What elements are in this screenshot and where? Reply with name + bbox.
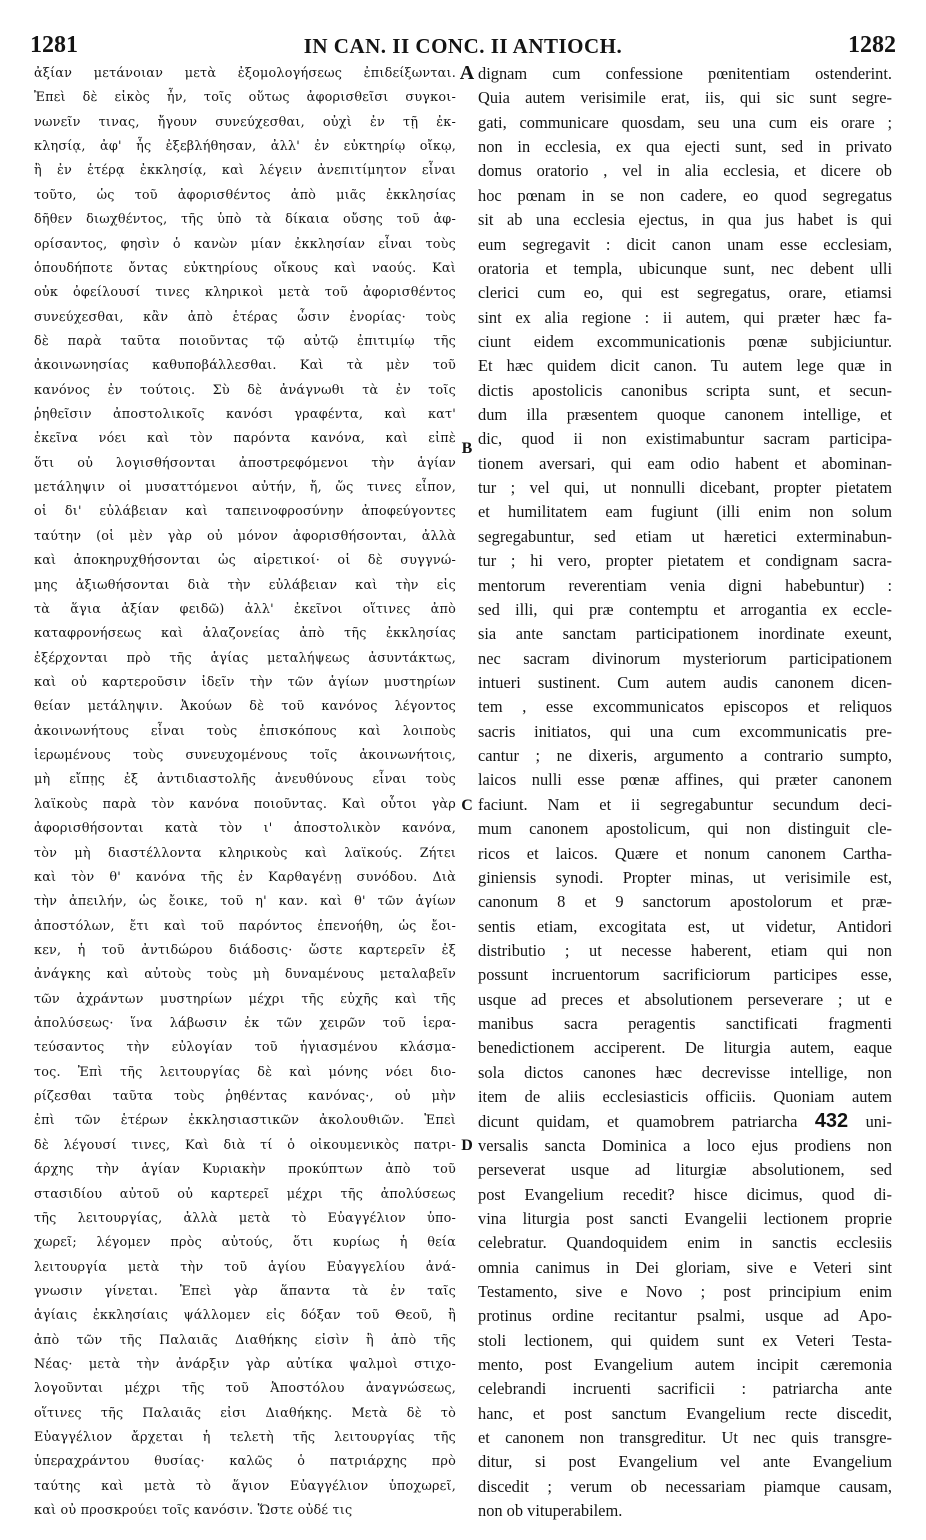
greek-text-line: καὶ οὐ προσκρούει τοῖς κανόσιν. Ὥστε οὐδέ τις bbox=[34, 1503, 353, 1519]
greek-text-line: ἀφορισθήσονται κατὰ τὸν ι' ἀποστολικὸν κανόνα, bbox=[34, 821, 456, 837]
greek-text-line: ταύτης καὶ μετὰ τὸ ἅγιον Εὐαγγέλιον ὑποχωρεῖ, bbox=[34, 1478, 456, 1494]
latin-text-line: ciunt eidem excommunicationis pœnæ subjiciuntur. bbox=[478, 331, 892, 351]
latin-text-line: tur ; hi vero, propter pietatem et condignam sacra- bbox=[478, 551, 892, 571]
greek-text-line: οὐκ ὀφείλουσί τινες κληρικοὶ μετὰ τοῦ ἀφορισθέντος bbox=[34, 285, 456, 301]
latin-text-line: hanc, et post sanctum Evangelium recte discedit, bbox=[478, 1403, 892, 1423]
latin-text-line: sola dictos canones hæc decrevisse intellige, non bbox=[478, 1062, 892, 1082]
greek-text-line: λειτουργία μετὰ τὴν τοῦ ἁγίου Εὐαγγελίου ἀνά- bbox=[34, 1259, 456, 1275]
greek-text-line: δὲ λέγουσί τινες, Καὶ διὰ τί ὁ οἰκουμενικὸς πατρι- bbox=[34, 1137, 456, 1153]
greek-text-line: τῶν ἀχράντων μυστηρίων μέχρι τῆς εὐχῆς καὶ τῆς bbox=[34, 991, 456, 1007]
greek-text-line: τὴν ἀπειλήν, ὡς ἔοικε, τοῦ η' καν. καὶ θ' τῶν ἁγίων bbox=[34, 894, 456, 910]
latin-text-line: ricos et laicos. Quære et nonum canonem Cartha- bbox=[478, 843, 892, 863]
greek-text-line: ἀπὸ τῶν τῆς Παλαιᾶς Διαθήκης εἰσὶν ἢ ἀπὸ τῆς bbox=[34, 1332, 456, 1348]
latin-text-line: celebratur. Quandoquidem enim in sanctis ecclesiis bbox=[478, 1233, 892, 1253]
latin-text-line: dic, quod ii non existimabuntur sacram participa- bbox=[478, 429, 892, 449]
greek-text-line: ἐκεῖνα νόει καὶ τὸν παρόντα κανόνα, καὶ εἰπὲ bbox=[34, 431, 456, 447]
greek-text-line: τὰ ἅγια ἀξίαν φειδῶ) ἀλλ' ἐκεῖνοι οἵτινες ἀπὸ bbox=[34, 601, 456, 617]
greek-text-line: άρχης τὴν ἁγίαν Κυριακὴν προκύπτων ἀπὸ τοῦ bbox=[34, 1162, 456, 1178]
greek-text-line: κεν, ἡ τοῦ ἀντιδώρου διάδοσις· ὥστε καρτερεῖν ἐξ bbox=[34, 942, 456, 958]
page-number-left: 1281 bbox=[30, 32, 78, 58]
latin-text-line: sed illi, qui præ contemptu et arrogantia ex eccle- bbox=[478, 599, 892, 619]
greek-text-line: καταφρονήσεως καὶ ἀλαζονείας ἀπὸ τῆς ἐκκλησίας bbox=[34, 626, 456, 642]
greek-text-line: οἱ δι' εὐλάβειαν καὶ ταπεινοφροσύνην ἀποφεύγοντες bbox=[34, 504, 456, 520]
latin-text-line: benedictionem acciperent. De liturgia autem, eaque bbox=[478, 1038, 892, 1058]
margin-marker-c: C bbox=[461, 797, 473, 814]
greek-text-line: ὁπουδήποτε ὄντας εὐκτηρίους οἴκους καὶ ναούς. Καὶ bbox=[34, 260, 456, 276]
greek-text-line: τὸν μὴ διαστέλλοντα κληρικοὺς καὶ λαϊκούς. Ζήτει bbox=[34, 845, 456, 861]
greek-text-line: ἢ ἐν ἑτέρᾳ ἐκκλησίᾳ, καὶ λέγειν ἀνεπιτίμητον εἶναι bbox=[34, 163, 456, 179]
latin-text-line: perseverat usque ad liturgiæ absolutionem, sed bbox=[478, 1160, 892, 1180]
latin-text-line: intueri sustinent. Cum autem audis canonem dicen- bbox=[478, 672, 892, 692]
latin-text-line: faciunt. Nam et ii segregabuntur secundum deci- bbox=[478, 794, 892, 814]
latin-text-line: canonum 8 et 9 sanctorum apostolorum et præ- bbox=[478, 892, 892, 912]
greek-text-line: καὶ ἀποκηρυχθήσονται ὡς αἱρετικοί· οἱ δὲ συγγνώ- bbox=[34, 553, 456, 569]
margin-marker-b: B bbox=[461, 440, 473, 457]
greek-text-line: ἀνάγκης καὶ αὐτοὺς τοὺς μὴ δυναμένους μεταλαβεῖν bbox=[34, 967, 456, 983]
latin-text-line: protinus ordine recitantur psalmi, usque ad Apo- bbox=[478, 1306, 892, 1326]
greek-text-line: στασιδίου αὐτοῦ οὐ καρτερεῖ μέχρι τῆς ἀπολύσεως bbox=[34, 1186, 456, 1202]
greek-text-line: ῥηθεῖσιν ἀποστολικοῖς κανόσι γραφέντα, καὶ κατ' bbox=[34, 407, 456, 423]
latin-text-line: mum canonem apostolicum, qui non distinguit cle- bbox=[478, 819, 892, 839]
greek-text-line: ορίσαντος, φησὶν ὁ κανὼν μίαν ἐκκλησίαν εἶναι τοὺς bbox=[34, 236, 456, 252]
greek-text-line: ἀκοινωνήτους εἶναι τοὺς ἐπισκόπους καὶ λοιποὺς bbox=[34, 723, 456, 739]
greek-text-line: τεύσαντος τὴν εὐλογίαν τοῦ ἡγιασμένου κλάσμα- bbox=[34, 1040, 456, 1056]
greek-text-line: κανόνος ἐν τούτοις. Σὺ δὲ ἀνάγνωθι τὰ ἐν τοῖς bbox=[34, 382, 456, 398]
latin-text-line: stoli lectionem, qui quidem sunt ex Veteri Testa- bbox=[478, 1330, 892, 1350]
latin-text-line: discedit ; verum ob necessariam piamque causam, bbox=[478, 1476, 892, 1496]
latin-text-line: distributio ; ut necesse haberent, etiam qui non bbox=[478, 940, 892, 960]
latin-text-line: post Evangelium recedit? hisce dicimus, quod di- bbox=[478, 1184, 892, 1204]
latin-text-line: Quia autem verisimile erat, iis, qui sic sunt segre- bbox=[478, 88, 892, 108]
greek-text-line: μετάληψιν οἱ μυσαττόμενοι αὐτήν, ἤ, ὥς τινες εἶπον, bbox=[34, 480, 456, 496]
greek-text-line: δῆθεν διωχθέντος, τῆς ὑπὸ τὰ δίκαια οὔσης τοῦ ἀφ- bbox=[34, 212, 456, 228]
latin-text-line: omnia canimus in Dei gloriam, sive e Veteri sint bbox=[478, 1257, 892, 1277]
latin-text-line: item de aliis ecclesiasticis officiis. Quoniam autem bbox=[478, 1087, 892, 1107]
greek-text-line: ἐξέρχονται πρὸ τῆς ἁγίας μεταλήψεως ἀσυντάκτως, bbox=[34, 650, 456, 666]
greek-text-line: ἀκοινωνησίας καθυποβάλλεσθαι. Καὶ τὰ μὲν τοῦ bbox=[34, 358, 456, 374]
greek-text-line: Ἐπεὶ δὲ εἰκὸς ἦν, τοῖς οὕτως ἀφορισθεῖσι συγκοι- bbox=[34, 90, 456, 106]
latin-text-line: gati, communicare quosdam, seu una cum eis orare ; bbox=[478, 112, 892, 132]
latin-text-line: tur ; vel qui, ut nonnulli dicebant, propter pietatem bbox=[478, 478, 892, 498]
greek-text-line: ἀξίαν μετάνοιαν μετὰ ἐξομολογήσεως ἐπιδείξωνται. bbox=[34, 66, 456, 81]
greek-text-line: ἀποστόλων, ἔτι καὶ τοῦ παρόντος ἐπενοήθη, ὡς ἔοι- bbox=[34, 918, 456, 934]
latin-text-line: mento, post Evangelium autem incipit cæremonia bbox=[478, 1355, 892, 1375]
latin-text-line: domus oratorio , vel in alia ecclesia, et dicere ob bbox=[478, 161, 892, 181]
greek-text-line: χωρεῖ; λέγομεν πρὸς αὐτούς, ὅτι κυρίως ἡ θεία bbox=[34, 1235, 456, 1251]
latin-text-line: ditur, si post Evangelium vel ante Evangelium bbox=[478, 1452, 892, 1472]
greek-text-line: λογοῦνται μέχρι τῆς τοῦ Ἀποστόλου ἀναγνώσεως, bbox=[34, 1381, 456, 1397]
greek-text-line: ἐπὶ τῶν ἑτέρων ἐκκλησιαστικῶν ἀκολουθιῶν. Ἐπεὶ bbox=[34, 1113, 456, 1129]
latin-text-line: oratoria et templa, ubicunque sunt, nec debent ulli bbox=[478, 258, 892, 278]
latin-text-line: nec sacram divinorum mysteriorum participationem bbox=[478, 648, 892, 668]
greek-text-line: τοῦτο, ὡς τοῦ ἀφορισθέντος ἀπὸ μιᾶς ἐκκλησίας bbox=[34, 187, 456, 203]
greek-text-line: μης ἀξιωθήσονται διὰ τὴν εὐλάβειαν καὶ τὴν εἰς bbox=[34, 577, 456, 593]
latin-text-line: sit ab una ecclesia ejectus, in qua jus habet is qui bbox=[478, 210, 892, 230]
latin-text-line: manibus sacra peragentis sanctificati fragmenti bbox=[478, 1014, 892, 1034]
greek-text-line: νωνεῖν τινας, ἤγουν συνεύχεσθαι, οὐχὶ ἐν τῇ ἐκ- bbox=[34, 114, 456, 130]
latin-text-line: mentorum reverentiam venia digni habebuntur) : bbox=[478, 575, 892, 595]
latin-text-line: segregabuntur, sed etiam ut hæretici exterminabun- bbox=[478, 526, 892, 546]
greek-text-line: τῆς λειτουργίας, ἀλλὰ μετὰ τὸ Εὐαγγέλιον ὑπο- bbox=[34, 1210, 456, 1226]
greek-text-line: Νέας· μετὰ τὴν ἀνάρξιν γὰρ αὐτίκα ψαλμοὶ στιχο- bbox=[34, 1357, 456, 1373]
margin-marker-a: A bbox=[459, 62, 475, 84]
greek-text-line: τος. Ἐπὶ τῆς λειτουργίας δὲ καὶ μόνης νόει διο- bbox=[34, 1064, 456, 1080]
latin-text-line: tionem aversari, qui eam odio habent et abominan- bbox=[478, 453, 892, 473]
greek-text-line: ἁγίαις ἐκκλησίαις ψάλλομεν εἰς δόξαν τοῦ Θεοῦ, ἢ bbox=[34, 1308, 456, 1324]
greek-text-line: θείαν μετάληψιν. Ἀκούων δὲ τοῦ κανόνος λέγοντος bbox=[34, 699, 456, 715]
latin-text-line: dignam cum confessione pœnitentiam ostenderint. bbox=[478, 64, 892, 83]
latin-text-line: tem , esse excommunicatos episcopos et reliquos bbox=[478, 697, 892, 717]
latin-text-line: sint ex alia regione : ii autem, qui præter hæc fa- bbox=[478, 307, 892, 327]
latin-text-line: Et hæc quidem dicit canon. Tu autem lege quæ in bbox=[478, 356, 892, 376]
greek-text-line: κλησίᾳ, ἀφ' ἧς ἐξεβλήθησαν, ἀλλ' ἐν εὐκτηρίῳ οἴκῳ, bbox=[34, 139, 456, 155]
greek-text-line: καὶ τὸν θ' κανόνα τῆς ἐν Καρθαγένῃ συνόδου. Διὰ bbox=[34, 869, 456, 885]
latin-column bbox=[478, 62, 892, 1524]
greek-column bbox=[34, 62, 456, 1524]
latin-text-line: sacris initiatos, qui una cum excommunicatis pre- bbox=[478, 721, 892, 741]
latin-text-line: celebrandi incruenti sacrificii : patriarcha ante bbox=[478, 1379, 892, 1399]
greek-text-line: οἵτινες τῆς Παλαιᾶς εἰσι Διαθήκης. Μετὰ δὲ τὸ bbox=[34, 1405, 456, 1421]
greek-text-line: ἀπολύσεως· ἵνα λάβωσιν ἐκ τῶν χειρῶν τοῦ ἱερα- bbox=[34, 1016, 456, 1032]
latin-text-line: eum segregavit : dicit canon unam esse ecclesiam, bbox=[478, 234, 892, 254]
latin-text-line: non in ecclesia, ex qua ejecti sunt, sed in privato bbox=[478, 137, 892, 157]
greek-text-line: δὲ παρὰ ταῦτα ποιοῦντας τῷ αὐτῷ ἐπιτιμίῳ τῆς bbox=[34, 333, 456, 349]
greek-text-line: ρίζεσθαι ταῦτα τοὺς ῥηθέντας κανόνας·, οὐ μὴν bbox=[34, 1089, 456, 1105]
greek-text-line: λαϊκοὺς παρὰ τὸν κανόνα ποιοῦντας. Καὶ οὗτοι γὰρ bbox=[34, 796, 456, 812]
running-title: IN CAN. II CONC. II ANTIOCH. bbox=[303, 34, 623, 58]
greek-text-line: ἱερωμένους τοὺς συνευχομένους τοῖς ἀκοινωνήτοις, bbox=[34, 748, 456, 764]
latin-text-line: dum illa præsentem quoque canonem intellige, et bbox=[478, 405, 892, 425]
page-header bbox=[30, 32, 896, 62]
latin-text-line: clerici cum eo, qui est segregatus, orare, etiamsi bbox=[478, 283, 892, 303]
latin-text-line: versalis sancta Dominica a loco ejus prodiens non bbox=[478, 1135, 892, 1155]
latin-text-line: dicunt quidam, et quamobrem patriarcha 432 uni- bbox=[478, 1110, 892, 1133]
greek-text-line: καὶ οὐ καρτεροῦσιν ἰδεῖν τὴν τῶν ἁγίων μυστηρίων bbox=[34, 674, 456, 690]
greek-text-line: Εὐαγγέλιον ἄρχεται ἡ τελετὴ τῆς λειτουργίας τῆς bbox=[34, 1430, 456, 1446]
latin-text-line: laicos nulli esse pœnæ affines, qui præter canonem bbox=[478, 770, 892, 790]
latin-text-line: cantur ; ne dixeris, argumento a contrario sumpto, bbox=[478, 746, 892, 766]
greek-text-line: ταύτην (οἱ μὲν γὰρ οὐ μόνον ἀφορισθήσονται, ἀλλὰ bbox=[34, 528, 456, 544]
greek-text-line: ὅτι οὐ λογισθήσονται ἀποστρεφόμενοι τὴν ἁγίαν bbox=[34, 455, 456, 471]
greek-text-line: γνωσιν γίνεται. Ἐπεὶ γὰρ ἅπαντα τὰ ἐν ταῖς bbox=[34, 1283, 456, 1299]
latin-text-line: non ob vituperabilem. bbox=[478, 1501, 623, 1521]
latin-text-line: sia ante sanctam participationem inordinate exeunt, bbox=[478, 624, 892, 644]
greek-text-line: ὑπεραχράντου θυσίας· καλῶς ὁ πατριάρχης πρὸ bbox=[34, 1454, 456, 1470]
latin-text-line: et humilitatem eam fugiunt (illi enim non solum bbox=[478, 502, 892, 522]
latin-text-line: giniensis synodi. Propter minas, ut verisimile est, bbox=[478, 867, 892, 887]
latin-text-line: Testamento, sive e Novo ; post principium enim bbox=[478, 1281, 892, 1301]
latin-text-line: possunt incruentorum sacrificiorum participes esse, bbox=[478, 965, 892, 985]
latin-text-line: et canonem non transgreditur. Ut nec quis transgre- bbox=[478, 1428, 892, 1448]
latin-text-line: vina liturgia post sancti Evangelii lectionem proprie bbox=[478, 1208, 892, 1228]
page-number-right: 1282 bbox=[848, 32, 896, 58]
latin-text-line: usque ad preces et absolutionem perseverare ; ut e bbox=[478, 989, 892, 1009]
latin-text-line: dictis apostolicis canonibus scripta sunt, et secun- bbox=[478, 380, 892, 400]
inline-page-number: 432 bbox=[814, 1110, 849, 1133]
margin-marker-d: D bbox=[461, 1137, 473, 1154]
latin-text-line: hoc pœnam in se non cadere, eo quod segregatus bbox=[478, 185, 892, 205]
latin-text-line: sentis etiam, excogitata est, ut videtur, Antidori bbox=[478, 916, 892, 936]
greek-text-line: συνεύχεσθαι, κἂν ἀπὸ ἑτέρας ὦσιν ἐνορίας· τοὺς bbox=[34, 309, 456, 325]
greek-text-line: μὴ εἴπῃς ἐξ ἀντιδιαστολῆς ἀνευθύνους εἶναι τοὺς bbox=[34, 772, 456, 788]
